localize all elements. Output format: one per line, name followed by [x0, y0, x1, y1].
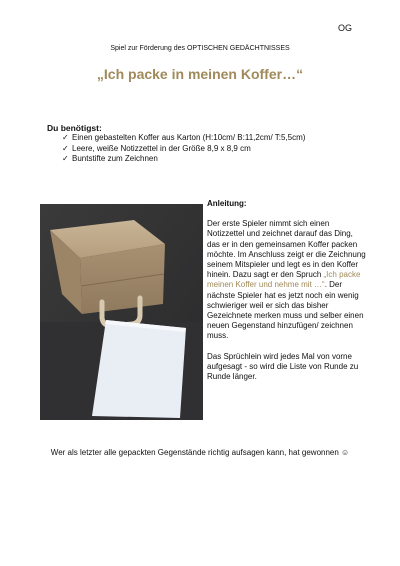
closing-text: Wer als letzter alle gepackten Gegenstände richtig aufsagen kann, hat gewonnen ☺: [50, 448, 350, 457]
checkmark-icon: ✓: [62, 143, 69, 153]
page-subtitle: Spiel zur Förderung des OPTISCHEN GEDÄCHTNISSES: [110, 45, 290, 52]
page-corner-label: OG: [337, 23, 352, 33]
list-item: [62, 154, 305, 165]
checkmark-icon: ✓: [62, 154, 69, 163]
instructions-paragraph-1: [207, 219, 367, 341]
instructions-quote: „Ich packe meinen Koffer und nehme mit …“: [207, 270, 361, 290]
list-item-text: Leere, weiße Notizzettel in der Größe 8,9 x 8,9 cm: [72, 143, 251, 153]
instructions-paragraph-2: Das Sprüchlein wird jedes Mal von vorne aufgesagt - so wird die Liste von Runde zu Runde länger.: [207, 351, 359, 382]
list-item: [62, 133, 305, 144]
suitcase-photo: [40, 204, 203, 420]
instructions-text: . Der nächste Spieler hat es jetzt noch ein wenig schwieriger weil er sich das bisher Gezeichnete merken muss und selber einen neuen Gegenstand hinzufügen/ zeichnen muss.: [207, 280, 364, 341]
materials-list: [62, 133, 305, 165]
instructions-heading: Anleitung:: [207, 199, 247, 208]
list-item: [62, 144, 305, 155]
page-title: „Ich packe in meinen Koffer…“: [96, 66, 304, 82]
checkmark-icon: ✓: [62, 133, 69, 142]
materials-heading: Du benötigst:: [47, 123, 102, 133]
instructions-text: Der erste Spieler nimmt sich einen Notizzettel und zeichnet darauf das Ding, das er in den gemeinsamen Koffer packen möchte. Im Anschluss zeigt er die Zeichnung seinem Mitspieler und legt es in den Koffer hinein. Dazu sagt er den Spruch: [207, 219, 366, 280]
list-item-text: Buntstifte zum Zeichnen: [72, 154, 158, 163]
instructions-block: [207, 199, 367, 382]
list-item-text: Einen gebastelten Koffer aus Karton (H:10cm/ B:11,2cm/ T:5,5cm): [72, 133, 306, 142]
